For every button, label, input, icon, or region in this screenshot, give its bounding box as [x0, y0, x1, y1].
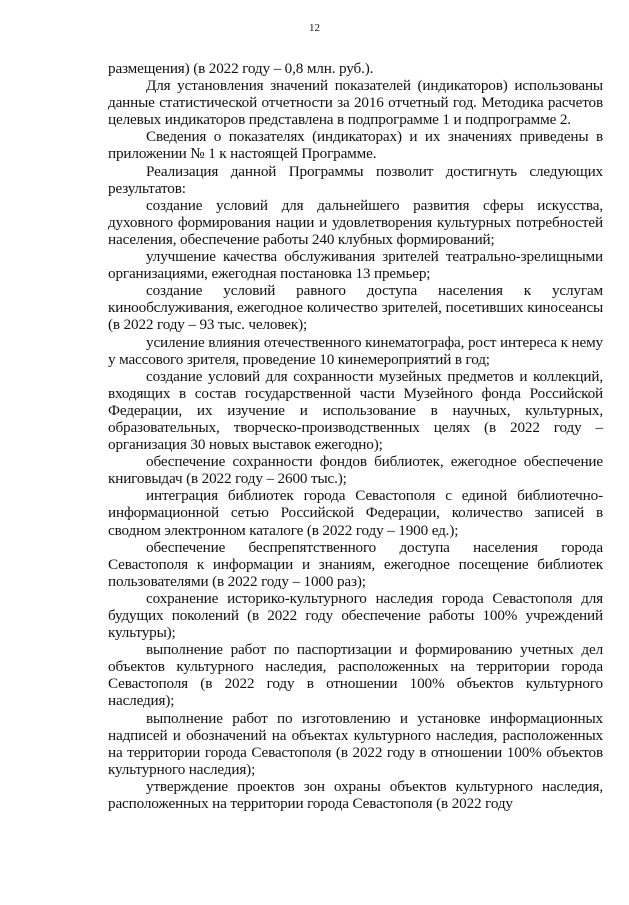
paragraph: создание условий для сохранности музейных предметов и коллекций, входящих в состав государственной части Музейного фонда Российской Федерации, их изучение и использование в научных, культурных, образовательных, творческо-производственных целях (в 2022 году – организация 30 новых выставок ежегодно); — [108, 367, 603, 454]
paragraph: улучшение качества обслуживания зрителей театрально-зрелищными организациями, ежегодная постановка 13 премьер; — [108, 248, 603, 283]
paragraph: Сведения о показателях (индикаторах) и их значениях приведены в приложении № 1 к настоящей Программе. — [108, 128, 603, 163]
paragraph: выполнение работ по изготовлению и установке информационных надписей и обозначений на объектах культурного наследия, расположенных на территории города Севастополя (в 2022 году в отношении 100% объектов культурного наследия); — [108, 709, 603, 778]
paragraph: размещения) (в 2022 году – 0,8 млн. руб.). — [108, 60, 374, 77]
paragraph: Реализация данной Программы позволит достигнуть следующих результатов: — [108, 162, 603, 197]
paragraph: выполнение работ по паспортизации и формированию учетных дел объектов культурного наследия, расположенных на территории города Севастополя (в 2022 году в отношении 100% объектов культурного наследия); — [108, 641, 603, 710]
paragraph: Для установления значений показателей (индикаторов) использованы данные статистической отчетности за 2016 отчетный год. Методика расчетов целевых индикаторов представлена в подпрограмме 1 и подпрограмме 2. — [108, 77, 603, 129]
document-body — [108, 60, 603, 812]
paragraph: создание условий для дальнейшего развития сферы искусства, духовного формирования нации и удовлетворения культурных потребностей населения, обеспечение работы 240 клубных формирований; — [108, 196, 603, 248]
paragraph: усиление влияния отечественного кинематографа, рост интереса к нему у массового зрителя, проведение 10 кинемероприятий в год; — [108, 333, 603, 368]
page-number: 12 — [309, 22, 320, 34]
paragraph: обеспечение беспрепятственного доступа населения города Севастополя к информации и знаниям, ежегодное посещение библиотек пользователями (в 2022 году – 1000 раз); — [108, 538, 603, 590]
paragraph: утверждение проектов зон охраны объектов культурного наследия, расположенных на территории города Севастополя (в 2022 году — [108, 777, 603, 813]
paragraph: интеграция библиотек города Севастополя с единой библиотечно-информационной сетью Российской Федерации, количество записей в сводном электронном каталоге (в 2022 году – 1900 ед.); — [108, 487, 603, 539]
paragraph: сохранение историко-культурного наследия города Севастополя для будущих поколений (в 2022 году обеспечение работы 100% учреждений культуры); — [108, 589, 603, 642]
paragraph: создание условий равного доступа населения к услугам кинообслуживания, ежегодное количество зрителей, посетивших киносеансы (в 2022 году – 93 тыс. человек); — [108, 282, 603, 334]
paragraph: обеспечение сохранности фондов библиотек, ежегодное обеспечение книговыдач (в 2022 году – 2600 тыс.); — [108, 453, 603, 488]
